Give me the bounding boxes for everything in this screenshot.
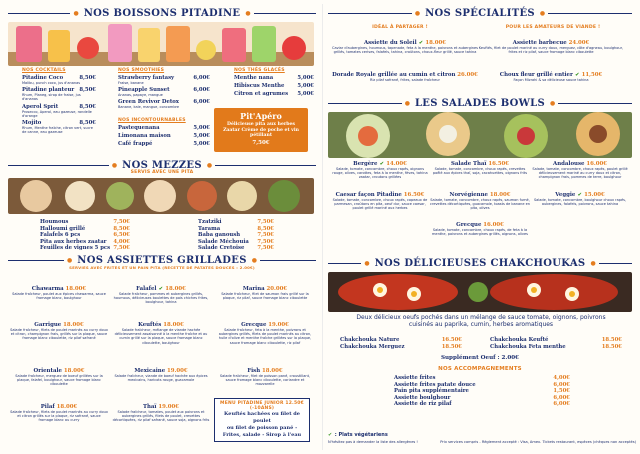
drink-price: 5,00€: [193, 141, 210, 147]
veg-leaf-icon: ✔: [418, 40, 424, 46]
drink-row: [234, 91, 314, 97]
dish-item: [112, 368, 210, 382]
accompagnements-list: [394, 375, 570, 408]
item-name: Assiette de riz pilaf: [394, 401, 452, 408]
drink-name: Pastequenana: [118, 125, 160, 131]
chakchoukas-right: [490, 337, 622, 350]
dish-name: Falafel: [136, 286, 159, 292]
price-row: [340, 337, 462, 344]
dish-desc: Keuftés, filet de poulet mariné au curry doux, merguez, côte d'agneau, boulghour, frites et riz pilaf, sauce fromage blanc ciboulette: [478, 46, 624, 55]
dish-desc: Salade, tomate, concombre, choux rapés, copeaux de parmesan, croûtons en pita, oeuf dur, sauce caesar, poulet grillé mariné aux herbes: [332, 198, 428, 211]
item-price: 6,00€: [553, 401, 570, 408]
item-price: 8,50€: [257, 225, 274, 232]
price-row: [40, 219, 130, 226]
chakchoukas-supplement: Supplément Oeuf : 2.00€: [440, 355, 520, 361]
dish-name: Dorade Royale grillée au cumin et citron: [332, 72, 458, 78]
price-row: [394, 395, 570, 402]
drink-price: 5,00€: [297, 83, 314, 89]
drink-name: Menthe nana: [234, 75, 274, 81]
drink-row: [118, 141, 210, 147]
dish-price: 18.00€: [423, 40, 447, 46]
drink-price: 6,00€: [193, 99, 210, 106]
item-price: 7,50€: [257, 232, 274, 239]
mezzes-left-list: [40, 219, 130, 252]
dish-name: Grecque: [241, 322, 269, 328]
drink-price: 6,00€: [193, 75, 210, 81]
apero-desc: Délicieuse pita aux herbes Zaatar Crème de poche et vin pétillant: [223, 122, 299, 139]
dish-name: Caesar façon Pitadine: [335, 192, 404, 198]
dish-name: Garrigue: [34, 322, 64, 328]
dish-desc: Salade fraîcheur, filet de poisson pané, croustillant, sauce fromage blanc ciboulette, coriandre et mozzarelle: [219, 374, 311, 387]
price-row: [40, 239, 130, 246]
dish-price: 18.00€: [262, 368, 283, 374]
dish-desc: Salade fraîcheur, tomates, poulet aux poivrons et aubergines grillés, filets de poulet, crevettes décortiquées, riz pilaf safrané, sauce soja, oignons frits: [112, 410, 210, 423]
price-row: [394, 388, 570, 395]
veg-leaf-icon: ✔: [379, 161, 384, 167]
dish-desc: Salade, tomate, concombre, choux rapés, oignons rouge, olives, carottes, feta à la menthe, fèves, tahina zaatar, croutons grillées: [332, 167, 428, 180]
dish-item: [478, 72, 624, 82]
dish-item: [330, 161, 430, 180]
drink-name: Hibiscus Menthe: [234, 83, 285, 89]
dish-item: [10, 322, 108, 341]
salades-illustration: [328, 112, 632, 158]
glaces-heading: NOS THÉS GLACÉS: [234, 68, 285, 73]
drink-row: [118, 133, 210, 139]
dish-desc: Salade fraîcheur, viande de boeuf hachée aux épices mexicains, haricots rouge, guacamole: [114, 374, 208, 383]
mezzes-header: ● NOS MEZZES ●: [8, 158, 316, 172]
dish-name: Veggie: [555, 192, 578, 198]
specialites-left-sub: IDÉAL À PARTAGER !: [372, 25, 428, 30]
dish-desc: Salade fraîcheur, feta à la menthe, poivrons et aubergines grillés, filets de poulet marinés au citron, huile d'olive et menthe fraîche grillées sur la plaque, sauce fromage blanc ciboulette, riz pilaf: [218, 328, 312, 345]
veg-leaf-icon: ✔: [577, 192, 582, 198]
mezzes-right-list: [198, 219, 274, 252]
dish-name: Pilaf: [40, 404, 57, 410]
dish-item: [330, 192, 430, 211]
drink-row: [118, 125, 210, 131]
dish-price: 16.00€: [586, 161, 607, 167]
glaces-block: [234, 68, 314, 97]
dish-desc: Salade fraîcheur, merguez de boeuf grillées sur la plaque, falafel, boulghour, sauce fromage blanc ciboulette: [15, 374, 103, 387]
drink-name: Aperol Sprit: [22, 103, 59, 110]
dish-price: 15.00€: [582, 192, 605, 198]
drink-price: 5,00€: [297, 75, 314, 81]
item-name: Salade Cretoise: [198, 245, 245, 252]
drink-price: 5,00€: [193, 133, 210, 139]
chakchoukas-intro: Deux délicieux oeufs pochés dans un mélange de sauce tomate, oignons, poivrons cuisinés au paprika, cumin, herbes aromatiques: [356, 314, 606, 329]
drink-desc: Banane, kale, mangue, concombre: [118, 105, 180, 110]
dish-desc: Caviar d'aubergines, houmous, tapenade, feta à la menthe, poivrons et aubergines grillés, tomates cerises, falafels, tahina, croûtons, choux-fleur grillé, sauce tahina: [332, 46, 478, 55]
chakchoukas-illustration: [328, 272, 632, 312]
dish-desc: Salade, tomate, concombre, choux rapés, crevettes poêlé aux épices thaï, soja, cacahuettes, oignons frits: [432, 167, 528, 176]
drink-name: Citron et agrumes: [234, 91, 289, 97]
item-price: 6,00€: [553, 381, 570, 388]
dish-item: [112, 286, 210, 305]
drinks-illustration: [8, 22, 314, 66]
junior-menu-title: MENU PITADINE JUNIOR 12.50€ (-10ANS): [220, 401, 304, 411]
item-price: 16.50€: [441, 337, 462, 343]
item-price: 18.50€: [441, 343, 462, 350]
footer-allergen: N'hésitez pas à demander la liste des allergènes !: [328, 440, 418, 444]
smoothies-heading: NOS SMOOTHIES: [118, 68, 165, 73]
drink-desc: Ananas, papaye, mangue: [118, 93, 163, 98]
dish-item: [430, 222, 530, 236]
accompagnements-title: NOS ACCOMPAGNEMENTS: [438, 366, 522, 372]
dish-desc: Façon Mizrahi & sa délicieuse sauce tahina: [513, 78, 589, 82]
dish-name: Marina: [242, 286, 267, 292]
dish-price: 18.00€: [65, 286, 87, 292]
price-row: [198, 232, 274, 239]
item-name: Halloumi grillé: [40, 225, 86, 232]
dish-item: [530, 192, 630, 206]
dish-name: Grecque: [456, 222, 484, 228]
drink-price: 8,50€: [79, 103, 96, 110]
chakchoukas-photo: [328, 272, 632, 312]
dish-name: Bergère: [353, 161, 380, 167]
dish-name: Assiette du Soleil: [363, 40, 419, 46]
dish-desc: Salade fraîcheur, filets de poulet marinés au curry doux et citron grillés sur la plaque, riz safrané, sauce fromage blanc au curry: [10, 410, 108, 423]
dish-price: 18.00€: [63, 322, 84, 328]
item-name: Tzatziki: [198, 219, 222, 225]
grillades-subtitle: SERVIES AVEC FRITES ET UN PAIN PITA (RECETTE DE PATATES DOUCES : 2.00€): [69, 265, 255, 270]
item-price: 7,50€: [113, 219, 130, 225]
item-name: Pain pita supplémentaire: [394, 388, 469, 395]
apero-box: [214, 108, 308, 152]
dish-item: [430, 192, 530, 211]
chakchoukas-header: ● NOS DÉLICIEUSES CHAKCHOUKAS ●: [328, 256, 632, 270]
dish-desc: Salade, tomate, concombre, choux rapés, poulet grillé délicieusement mariné au curry doux et citron, champignon frais, pommes de terre, boulghour: [532, 167, 628, 180]
specialites-header: ● NOS SPÉCIALITÉS ●: [328, 6, 632, 20]
item-name: Pita aux herbes zaatar: [40, 238, 107, 245]
veg-leaf-icon: ✔: [158, 286, 163, 292]
item-name: Tarama: [198, 225, 221, 232]
dish-price: 20.00€: [266, 286, 288, 292]
specialites-right-sub: POUR LES AMATEURS DE VIANDE !: [505, 25, 601, 30]
dish-desc: Salade fraîcheur, mélange de viande hachée délicieusement assaisonné à la menthe fraîche et au cumin grillé sur la plaque, sauce fromage blanc ciboulette, boulghour: [114, 328, 208, 345]
dish-item: [478, 40, 624, 54]
price-row: [340, 344, 462, 351]
dish-desc: Salade, tomate, concombre, choux rapés, saumon fumé, crevettes décortiquées, guacamole, toasts de banane en pita, olives: [430, 198, 530, 211]
drink-name: Limonana maison: [118, 133, 171, 139]
mezzes-illustration: [8, 178, 314, 214]
dish-item: [332, 40, 478, 54]
dish-desc: Salade fraîcheur, filet de saumon frais grillé sur la plaque, riz pilaf, sauce fromage blanc ciboulette: [221, 292, 309, 301]
item-name: Falafels 6 pcs: [40, 232, 81, 239]
apero-title: Pit'Apéro: [240, 111, 282, 121]
item-name: Chakchouka Merguez: [340, 343, 405, 350]
incontournables-heading: NOS INCONTOURNABLES: [118, 118, 186, 123]
item-name: Chakchouka Keufté: [490, 337, 549, 343]
dish-name: Mexicaine: [134, 368, 168, 374]
item-name: Chakchouka Nature: [340, 337, 400, 343]
footer-services: Prix services compris - Règlement accepté : Visa, Amex. Tickets restaurant, espèces (chèques non acceptés): [440, 440, 636, 444]
incontournables-block: [118, 118, 210, 147]
apero-price: 7,50€: [252, 139, 270, 146]
item-name: Salade Méchouia: [198, 238, 249, 245]
dish-item: [10, 286, 108, 300]
mezzes-title: NOS MEZZES: [122, 159, 202, 171]
dish-item: [530, 161, 630, 180]
salades-photo: [328, 112, 632, 158]
drink-price: 5,00€: [193, 125, 210, 131]
item-name: Houmous: [40, 219, 69, 225]
drink-price: 8,50€: [79, 75, 96, 81]
drink-price: 6,00€: [193, 87, 210, 94]
dish-price: 16.50€: [488, 161, 509, 167]
item-price: 4,00€: [553, 375, 570, 381]
dish-name: Assiette barbecue: [512, 40, 569, 46]
price-row: [198, 245, 274, 252]
grillades-title: NOS ASSIETTES GRILLADES: [77, 254, 247, 266]
drinks-photo: [8, 22, 314, 66]
mezzes-subtitle: SERVIS AVEC UNE PITA: [130, 170, 194, 175]
dish-item: [112, 322, 210, 345]
item-price: 6,00€: [553, 394, 570, 401]
dish-desc: Salade fraîcheur, poulet aux épices chawarma, sauce fromage blanc, boulghour: [12, 292, 106, 301]
item-price: 7,50€: [257, 238, 274, 245]
dish-name: Salade Thaï: [451, 161, 489, 167]
price-row: [40, 226, 130, 233]
dish-price: 19.00€: [167, 368, 188, 374]
dish-item: [216, 322, 314, 345]
dish-price: 18.00€: [489, 192, 511, 198]
cocktails-heading: NOS COCKTAILS: [22, 68, 66, 73]
dish-item: [216, 368, 314, 387]
dish-item: [430, 161, 530, 175]
veg-leaf-icon: ✔: [328, 432, 333, 438]
dish-price: 14.00€: [384, 161, 407, 167]
item-name: Assiette boulghour: [394, 394, 451, 401]
dish-price: 16.50€: [403, 192, 425, 198]
item-price: 7,50€: [257, 219, 274, 225]
junior-menu-box: [214, 398, 310, 442]
dish-item: [10, 404, 108, 423]
item-price: 4,00€: [113, 238, 130, 245]
dish-item: [216, 286, 314, 300]
footer-veg-label: : Plats végétariens: [334, 432, 388, 438]
drink-name: Mojito: [22, 120, 42, 127]
mezzes-photo: [8, 178, 314, 214]
item-name: Assiette frites: [394, 375, 436, 381]
boissons-header: ● NOS BOISSONS PITADINE ●: [8, 6, 316, 20]
price-row: [40, 245, 130, 252]
dish-desc: Salade, tomate, concombre, boulghour choux rapés, aubergines, falafels, poivrons, sauce tahina: [533, 198, 627, 207]
item-price: 18.50€: [601, 337, 622, 343]
price-row: [490, 337, 622, 344]
price-row: [394, 375, 570, 382]
drink-name: Strawberry fantasy: [118, 75, 175, 81]
dish-price: 11,50€: [579, 72, 603, 78]
dish-desc: Riz pilaf safrané, frites, salade fraîcheur: [370, 78, 440, 82]
dish-desc: Salade fraîcheur, filets de poulet marinés au curry doux et citron, champignon frais, grillés sur la plaque, sauce fromage blanc ciboulette, riz pilaf safrané: [10, 328, 108, 341]
chakchoukas-left: [340, 337, 462, 350]
drink-row: [234, 75, 314, 81]
item-name: Baba ganoush: [198, 232, 241, 239]
junior-menu-line3: Frites, salade - Sirop à l'eau: [222, 432, 302, 438]
dish-price: 26.00€: [457, 72, 478, 78]
drink-desc: Rhum, Menthe fraîche, citron vert, sucre de canne, eau gazeuse: [22, 126, 93, 135]
drink-name: Café frappé: [118, 141, 153, 147]
drink-desc: Malibu, punch coco, jus d'ananas: [22, 81, 81, 85]
footer-veg: [328, 432, 388, 438]
dish-name: Norvégienne: [449, 192, 490, 198]
veg-leaf-icon: ✔: [575, 72, 580, 78]
dish-price: 19.00€: [268, 322, 289, 328]
salades-header: ● LES SALADES BOWLS ●: [328, 96, 632, 110]
drink-price: 8,50€: [79, 87, 96, 94]
dish-name: Choux fleur grillé entier: [499, 72, 575, 78]
drink-row: [234, 83, 314, 89]
item-price: 8,50€: [113, 225, 130, 232]
dish-desc: Salade fraîcheur, pommes et aubergines grillés, houmous, délicieuses boulettes de pois chiches frites, boulghour, tahina: [113, 292, 209, 305]
price-row: [490, 344, 622, 351]
dish-name: Fish: [247, 368, 263, 374]
item-price: 6,50€: [113, 232, 130, 239]
price-row: [394, 401, 570, 408]
dish-name: Keuftés: [138, 322, 164, 328]
item-name: Chakchouka Feta menthe: [490, 343, 566, 350]
drink-price: 5,00€: [297, 91, 314, 97]
dish-item: [332, 72, 478, 82]
dish-price: 24.00€: [568, 40, 590, 46]
grillades-header: ● NOS ASSIETTES GRILLADES ●: [8, 253, 316, 267]
drink-desc: Prosecco, Aperol, eau gazeuse, rondelle d'orange: [22, 109, 92, 118]
drink-name: Green Revivor Detox: [118, 99, 179, 106]
price-row: [198, 219, 274, 226]
item-name: Feuilles de vignes 5 pcs: [40, 245, 111, 252]
dish-price: 18.00€: [56, 404, 78, 410]
price-row: [198, 226, 274, 233]
dish-name: Andalouse: [553, 161, 587, 167]
item-name: Assiette frites patate douce: [394, 381, 476, 388]
dish-item: [10, 368, 108, 387]
item-price: 7,50€: [257, 245, 274, 252]
page-divider: [322, 4, 323, 450]
dish-price: 18.00€: [163, 286, 186, 292]
item-price: 18.50€: [601, 343, 622, 350]
specialites-title: NOS SPÉCIALITÉS: [425, 7, 535, 19]
smoothies-block: [118, 68, 210, 110]
cocktails-block: [22, 68, 96, 134]
drink-name: Pineapple Sunset: [118, 87, 170, 94]
dish-price: 18.00€: [163, 322, 184, 328]
dish-price: 18.00€: [63, 368, 85, 374]
dish-item: [112, 404, 210, 423]
junior-menu-line2: ou filet de poisson pané -: [226, 425, 298, 431]
dish-desc: Salade, tomate, concombre, choux rapés, de feta à la menthe, poivrons et aubergines grillés, oignons, olives: [432, 228, 528, 237]
price-row: [198, 239, 274, 246]
item-price: 1,50€: [553, 388, 570, 395]
salades-title: LES SALADES BOWLS: [414, 97, 546, 109]
dish-name: Thaï: [143, 404, 159, 410]
dish-price: 16.00€: [483, 222, 504, 228]
drink-name: Pitadine Coco: [22, 75, 64, 81]
dish-price: 19.00€: [158, 404, 179, 410]
item-price: 7,50€: [113, 245, 130, 252]
drink-desc: Fraise, banane: [118, 81, 144, 85]
drink-price: 8,50€: [79, 120, 96, 127]
price-row: [40, 232, 130, 239]
drink-desc: Rhum, Planeg, sirop de fraise, jus d'ananas: [22, 93, 81, 102]
junior-menu-line1: Keuftés hachées ou filet de poulet: [224, 411, 300, 424]
dish-name: Chawarma: [31, 286, 66, 292]
boissons-title: NOS BOISSONS PITADINE: [83, 7, 241, 19]
dish-name: Orientale: [33, 368, 64, 374]
drink-name: Pitadine planteur: [22, 87, 75, 94]
chakchoukas-title: NOS DÉLICIEUSES CHAKCHOUKAS: [374, 257, 586, 269]
